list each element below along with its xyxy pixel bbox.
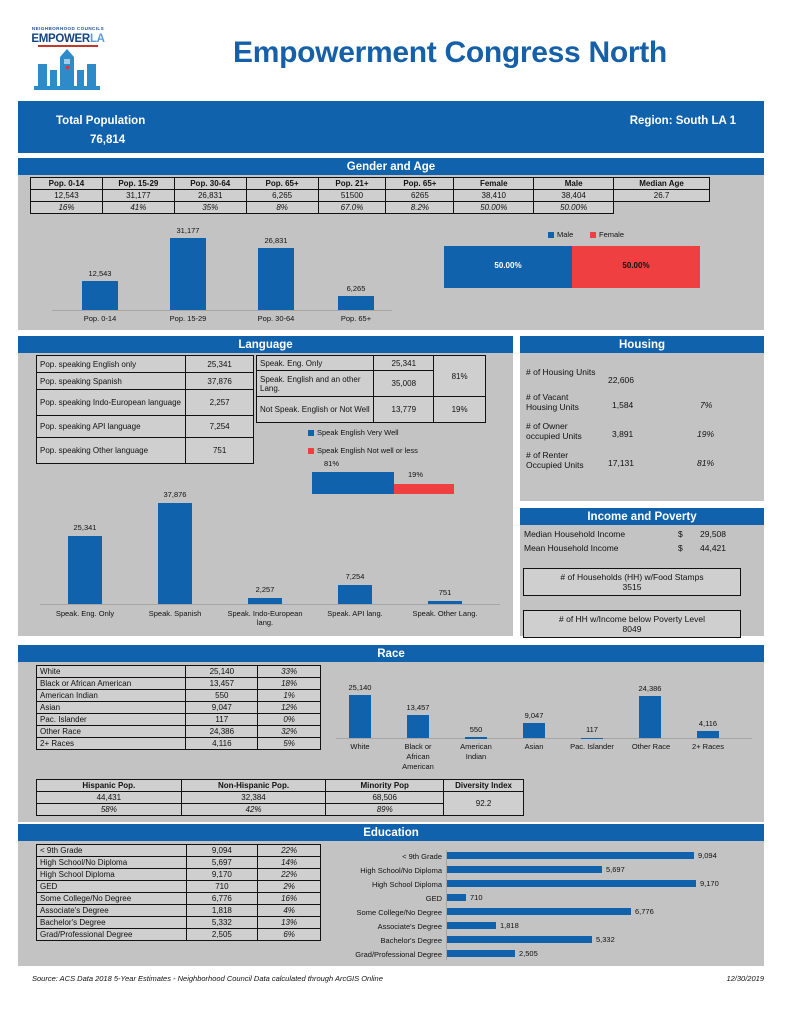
edu-bar-label-0: < 9th Grade — [402, 852, 442, 861]
val-1: 31,177 — [102, 190, 174, 202]
pct-7: 50.00% — [534, 202, 614, 214]
pct-0: 16% — [31, 202, 103, 214]
pct-6: 50.00% — [454, 202, 534, 214]
edu-bar-3 — [447, 894, 466, 901]
legend-male-label: Male — [557, 230, 574, 239]
age-bar-label-0: Pop. 0-14 — [83, 314, 117, 323]
table-row-values — [31, 190, 710, 202]
race-value-2: 550 — [186, 690, 258, 702]
val-2: 26,831 — [174, 190, 246, 202]
language-title: Language — [238, 338, 293, 351]
val-8: 26.7 — [614, 190, 710, 202]
col-head-0: Pop. 0-14 — [31, 178, 103, 190]
table-row-header — [31, 178, 710, 190]
race-pct-3: 12% — [258, 702, 321, 714]
language-header — [18, 336, 513, 353]
page-title: Empowerment Congress North — [233, 36, 667, 69]
income-label-1: Mean Household Income — [524, 543, 619, 553]
lang-left-value-0: 25,341 — [186, 356, 254, 373]
race-pct-0: 33% — [258, 666, 321, 678]
edu-bar-0 — [447, 852, 694, 859]
lang-bar-label-0: Speak. Eng. Only — [55, 609, 115, 618]
race-bar-chart — [332, 662, 762, 777]
empower-la-logo — [14, 26, 122, 92]
edu-bar-value-3: 710 — [470, 893, 483, 902]
education-title: Education — [363, 826, 419, 839]
gender-age-header — [18, 158, 764, 175]
list-item — [257, 397, 486, 423]
table-row — [37, 702, 321, 714]
edu-bar-5 — [447, 922, 496, 929]
race-bar-value-2: 550 — [469, 725, 483, 734]
list-item — [37, 416, 254, 438]
hisp-col-2: Minority Pop — [326, 780, 444, 792]
lang-left-value-4: 751 — [186, 438, 254, 464]
lang-bar-value-0: 25,341 — [73, 523, 97, 532]
race-title: Race — [377, 647, 405, 660]
gender-age-title: Gender and Age — [346, 160, 436, 173]
val-4: 51500 — [318, 190, 386, 202]
income-value-1: 44,421 — [700, 543, 726, 553]
housing-value-1: 1,584 — [612, 400, 634, 410]
table-row — [37, 738, 321, 750]
legend-female — [590, 230, 624, 239]
lang-left-label-2: Pop. speaking Indo-European language — [37, 390, 186, 416]
legend-very-well — [308, 428, 399, 437]
edu-value-6: 5,332 — [186, 917, 258, 929]
legend-swatch-male — [548, 232, 554, 238]
lang-bar-4 — [428, 601, 462, 604]
age-bar-3 — [338, 296, 374, 310]
edu-bar-value-1: 5,697 — [606, 865, 625, 874]
edu-bar-value-2: 9,170 — [700, 879, 719, 888]
lang-left-label-1: Pop. speaking Spanish — [37, 373, 186, 390]
housing-header — [520, 336, 764, 353]
language-left-table — [36, 355, 254, 464]
lang-right-label-1: Speak. English and an other Lang. — [257, 371, 374, 397]
list-item — [257, 356, 486, 371]
race-value-3: 9,047 — [186, 702, 258, 714]
lang-bar-3 — [338, 585, 372, 604]
race-label-0: White — [37, 666, 186, 678]
edu-bar-value-5: 1,818 — [500, 921, 519, 930]
lang-right-pct-0: 81% — [434, 356, 486, 397]
page-header — [0, 0, 800, 98]
lang-left-label-3: Pop. speaking API language — [37, 416, 186, 438]
housing-label-0: # of Housing Units — [526, 367, 596, 377]
legend-not-well — [308, 446, 418, 455]
legend-very-well-label: Speak English Very Well — [317, 428, 399, 437]
diversity-index-value: 92.2 — [444, 792, 524, 816]
lang-right-label-0: Speak. Eng. Only — [257, 356, 374, 371]
edu-bar-value-6: 5,332 — [596, 935, 615, 944]
lang-bar-value-1: 37,876 — [163, 490, 187, 499]
race-bar-value-4: 117 — [586, 725, 598, 734]
language-bar-chart — [24, 468, 504, 628]
race-value-1: 13,457 — [186, 678, 258, 690]
age-bar-value-2: 26,831 — [264, 236, 288, 245]
hispanic-diversity-table — [36, 779, 524, 816]
edu-bar-7 — [447, 950, 515, 957]
race-bar-label-2: American Indian — [460, 742, 492, 761]
edu-bar-label-3: GED — [425, 894, 442, 903]
list-item — [37, 438, 254, 464]
source-note: Source: ACS Data 2018 5-Year Estimates - Neighborhood Council Data calculated through ArcGIS Online — [32, 974, 383, 983]
edu-label-2: High School Diploma — [37, 869, 187, 881]
edu-value-1: 5,697 — [186, 857, 258, 869]
hisp-col-0: Hispanic Pop. — [37, 780, 182, 792]
housing-pct-2: 19% — [697, 429, 715, 439]
lang-bar-value-3: 7,254 — [345, 572, 365, 581]
race-bar-0 — [349, 695, 371, 738]
age-bar-value-0: 12,543 — [88, 269, 112, 278]
age-bar-label-1: Pop. 15-29 — [169, 314, 207, 323]
edu-value-0: 9,094 — [186, 845, 258, 857]
lang-bar-label-3: Speak. API lang. — [327, 609, 383, 618]
race-bar-label-5: Other Race — [631, 742, 671, 751]
col-head-8: Median Age — [614, 178, 710, 190]
race-label-6: 2+ Races — [37, 738, 186, 750]
edu-bar-value-7: 2,505 — [519, 949, 538, 958]
table-row — [37, 726, 321, 738]
hisp-pct-2: 89% — [326, 804, 444, 816]
edu-label-1: High School/No Diploma — [37, 857, 187, 869]
prof-pct-1: 19% — [408, 470, 424, 479]
lang-left-label-4: Pop. speaking Other language — [37, 438, 186, 464]
edu-label-3: GED — [37, 881, 187, 893]
education-bar-chart — [326, 845, 764, 965]
total-population-label: Total Population — [56, 115, 146, 127]
lang-right-value-2: 13,779 — [374, 397, 434, 423]
income-symbol-1: $ — [678, 543, 683, 553]
race-pct-5: 32% — [258, 726, 321, 738]
education-header — [18, 824, 764, 841]
edu-bar-4 — [447, 908, 631, 915]
table-row — [37, 714, 321, 726]
hisp-val-1: 32,384 — [181, 792, 326, 804]
table-row — [37, 917, 321, 929]
val-0: 12,543 — [31, 190, 103, 202]
edu-bar-value-0: 9,094 — [698, 851, 717, 860]
poverty-label: # of HH w/Income below Poverty Level — [559, 614, 705, 624]
edu-bar-label-4: Some College/No Degree — [356, 908, 442, 917]
age-bar-value-3: 6,265 — [346, 284, 366, 293]
edu-label-0: < 9th Grade — [37, 845, 187, 857]
edu-bar-label-6: Bachelor's Degree — [380, 936, 442, 945]
edu-pct-3: 2% — [258, 881, 321, 893]
race-bar-label-0: White — [350, 742, 370, 751]
hisp-col-3: Diversity Index — [444, 780, 524, 792]
city-skyline-icon — [14, 48, 122, 92]
housing-panel — [520, 336, 764, 501]
edu-label-7: Grad/Professional Degree — [37, 929, 187, 941]
lang-right-value-0: 25,341 — [374, 356, 434, 371]
age-bar-0 — [82, 281, 118, 310]
housing-value-2: 3,891 — [612, 429, 634, 439]
lang-bar-2 — [248, 598, 282, 604]
housing-value-0: 22,606 — [608, 375, 634, 385]
housing-label-3: # of Renter Occupied Units — [526, 450, 584, 470]
legend-swatch-not-well — [308, 448, 314, 454]
race-bar-value-3: 9,047 — [524, 711, 544, 720]
race-bar-value-0: 25,140 — [348, 683, 372, 692]
language-right-table — [256, 355, 486, 423]
poverty-box — [523, 610, 741, 638]
hisp-val-0: 44,431 — [37, 792, 182, 804]
race-label-5: Other Race — [37, 726, 186, 738]
val-6: 38,410 — [454, 190, 534, 202]
race-bar-value-6: 4,116 — [698, 719, 718, 728]
edu-pct-1: 14% — [258, 857, 321, 869]
gender-age-table — [30, 177, 710, 214]
table-row-values — [37, 792, 524, 804]
poverty-value: 8049 — [622, 624, 642, 634]
table-row — [37, 893, 321, 905]
hisp-col-1: Non-Hispanic Pop. — [181, 780, 326, 792]
food-stamps-value: 3515 — [622, 582, 642, 592]
hisp-val-2: 68,506 — [326, 792, 444, 804]
prof-pct-0: 81% — [324, 459, 340, 468]
income-value-0: 29,508 — [700, 529, 726, 539]
edu-bar-label-1: High School/No Diploma — [360, 866, 442, 875]
lang-bar-value-2: 2,257 — [255, 585, 275, 594]
housing-label-2: # of Owner occupied Units — [526, 421, 582, 441]
age-bar-2 — [258, 248, 294, 310]
edu-bar-label-7: Grad/Professional Degree — [355, 950, 442, 959]
lang-right-pct-1: 19% — [434, 397, 486, 423]
race-value-6: 4,116 — [186, 738, 258, 750]
age-bar-1 — [170, 238, 206, 310]
edu-label-6: Bachelor's Degree — [37, 917, 187, 929]
housing-pct-3: 81% — [697, 458, 715, 468]
lang-left-value-3: 7,254 — [186, 416, 254, 438]
edu-bar-1 — [447, 866, 602, 873]
race-bar-6 — [697, 731, 719, 738]
legend-not-well-label: Speak English Not well or less — [317, 446, 418, 455]
lang-right-label-2: Not Speak. English or Not Well — [257, 397, 374, 423]
food-stamps-label: # of Households (HH) w/Food Stamps — [560, 572, 704, 582]
report-date: 12/30/2019 — [726, 974, 764, 983]
race-pct-6: 5% — [258, 738, 321, 750]
age-bar-chart — [30, 226, 400, 330]
female-percent-label: 50.00% — [622, 261, 650, 270]
col-head-7: Male — [534, 178, 614, 190]
housing-label-1: # of Vacant Housing Units — [526, 392, 579, 412]
race-pct-4: 0% — [258, 714, 321, 726]
table-row — [37, 857, 321, 869]
edu-pct-6: 13% — [258, 917, 321, 929]
edu-value-4: 6,776 — [186, 893, 258, 905]
housing-pct-1: 7% — [700, 400, 713, 410]
col-head-1: Pop. 15-29 — [102, 178, 174, 190]
table-row — [37, 869, 321, 881]
table-row — [37, 845, 321, 857]
race-value-0: 25,140 — [186, 666, 258, 678]
legend-swatch-female — [590, 232, 596, 238]
edu-pct-2: 22% — [258, 869, 321, 881]
total-population-value: 76,814 — [90, 134, 126, 146]
logo-tagline: NEIGHBORHOOD COUNCILS — [31, 26, 105, 31]
race-value-5: 24,386 — [186, 726, 258, 738]
edu-value-3: 710 — [186, 881, 258, 893]
col-head-6: Female — [454, 178, 534, 190]
legend-male — [548, 230, 573, 239]
edu-bar-2 — [447, 880, 696, 887]
lang-bar-1 — [158, 503, 192, 604]
list-item — [37, 356, 254, 373]
col-head-3: Pop. 65+ — [246, 178, 318, 190]
race-bar-value-1: 13,457 — [406, 703, 430, 712]
lang-left-label-0: Pop. speaking English only — [37, 356, 186, 373]
pct-8 — [614, 202, 710, 214]
lang-left-value-2: 2,257 — [186, 390, 254, 416]
edu-label-5: Associate's Degree — [37, 905, 187, 917]
income-symbol-0: $ — [678, 529, 683, 539]
race-bar-3 — [523, 723, 545, 738]
housing-value-3: 17,131 — [608, 458, 634, 468]
race-label-2: American Indian — [37, 690, 186, 702]
race-bar-2 — [465, 737, 487, 739]
lang-bar-label-1: Speak. Spanish — [148, 609, 202, 618]
race-bar-label-6: 2+ Races — [692, 742, 724, 751]
edu-bar-label-5: Associate's Degree — [377, 922, 442, 931]
edu-pct-0: 22% — [258, 845, 321, 857]
income-label-0: Median Household Income — [524, 529, 626, 539]
hisp-pct-1: 42% — [181, 804, 326, 816]
table-row — [37, 905, 321, 917]
hisp-pct-0: 58% — [37, 804, 182, 816]
edu-value-2: 9,170 — [186, 869, 258, 881]
race-label-3: Asian — [37, 702, 186, 714]
race-pct-1: 18% — [258, 678, 321, 690]
race-value-4: 117 — [186, 714, 258, 726]
edu-bar-label-2: High School Diploma — [371, 880, 442, 889]
edu-value-5: 1,818 — [186, 905, 258, 917]
age-bar-value-1: 31,177 — [176, 226, 200, 235]
logo-la-text: LA — [89, 33, 105, 45]
legend-swatch-very-well — [308, 430, 314, 436]
lang-right-value-1: 35,008 — [374, 371, 434, 397]
gender-split-chart — [430, 228, 750, 328]
table-row — [37, 678, 321, 690]
age-bar-label-3: Pop. 65+ — [340, 314, 372, 323]
table-row — [37, 929, 321, 941]
race-bar-5 — [639, 696, 661, 738]
age-bar-label-2: Pop. 30-64 — [257, 314, 295, 323]
col-head-5: Pop. 65+ — [386, 178, 454, 190]
lang-left-value-1: 37,876 — [186, 373, 254, 390]
edu-pct-7: 6% — [258, 929, 321, 941]
race-bar-value-5: 24,386 — [638, 684, 662, 693]
edu-pct-5: 4% — [258, 905, 321, 917]
pct-1: 41% — [102, 202, 174, 214]
race-table — [36, 665, 321, 750]
table-row-percents — [31, 202, 710, 214]
pct-4: 67.0% — [318, 202, 386, 214]
income-title: Income and Poverty — [587, 510, 697, 523]
race-label-4: Pac. Islander — [37, 714, 186, 726]
col-head-2: Pop. 30-64 — [174, 178, 246, 190]
region-label: Region: South LA 1 — [629, 115, 736, 127]
logo-underline — [38, 45, 98, 47]
education-table — [36, 844, 321, 941]
race-bar-label-4: Pac. Islander — [570, 742, 614, 751]
table-row — [37, 690, 321, 702]
total-population-band — [18, 101, 764, 153]
list-item — [37, 390, 254, 416]
edu-value-7: 2,505 — [186, 929, 258, 941]
race-pct-2: 1% — [258, 690, 321, 702]
housing-title: Housing — [619, 338, 665, 351]
pct-2: 35% — [174, 202, 246, 214]
race-label-1: Black or African American — [37, 678, 186, 690]
val-3: 6,265 — [246, 190, 318, 202]
pct-5: 8.2% — [386, 202, 454, 214]
val-5: 6265 — [386, 190, 454, 202]
val-7: 38,404 — [534, 190, 614, 202]
race-header — [18, 645, 764, 662]
logo-empower-text: EMPOWER — [31, 33, 90, 45]
edu-bar-6 — [447, 936, 592, 943]
race-bar-1 — [407, 715, 429, 738]
food-stamps-box — [523, 568, 741, 596]
lang-bar-label-2: Speak. Indo-European lang. — [227, 609, 303, 627]
table-row-header — [37, 780, 524, 792]
col-head-4: Pop. 21+ — [318, 178, 386, 190]
edu-pct-4: 16% — [258, 893, 321, 905]
male-percent-label: 50.00% — [494, 261, 522, 270]
pct-3: 8% — [246, 202, 318, 214]
lang-bar-label-4: Speak. Other Lang. — [412, 609, 478, 618]
legend-female-label: Female — [599, 230, 625, 239]
lang-bar-value-4: 751 — [438, 588, 452, 597]
race-bar-label-1: Black or African American — [402, 742, 434, 771]
list-item — [37, 373, 254, 390]
race-bar-label-3: Asian — [524, 742, 544, 751]
table-row — [37, 666, 321, 678]
logo-wordmark — [14, 32, 122, 47]
edu-label-4: Some College/No Degree — [37, 893, 187, 905]
table-row — [37, 881, 321, 893]
edu-bar-value-4: 6,776 — [635, 907, 654, 916]
income-header — [520, 508, 764, 525]
lang-bar-0 — [68, 536, 102, 604]
